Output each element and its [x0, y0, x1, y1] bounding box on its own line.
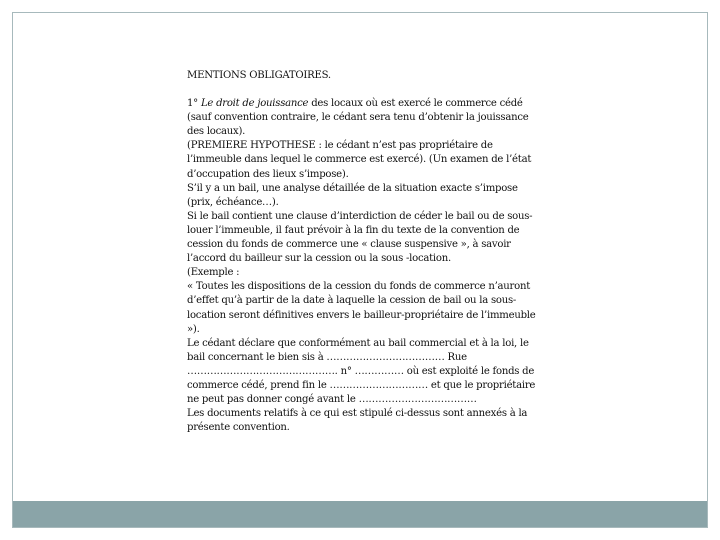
document-body	[187, 69, 539, 435]
paragraph-text: des locaux où est exercé le commerce cédé (sauf convention contraire, le cédant sera tenu d’obtenir la jouissance des locaux).	[187, 98, 529, 138]
paragraph-clause-interdiction: Si le bail contient une clause d’interdiction de céder le bail ou de sous-louer l’immeuble, il faut prévoir à la fin du texte de la convention de cession du fonds de commerce une « clause suspensive », à savoir l’accord du bailleur sur la cession ou la sous -location.	[187, 210, 533, 265]
slide	[12, 12, 708, 528]
paragraph-hypothese: (PREMIERE HYPOTHESE : le cédant n’est pas propriétaire de l’immeuble dans lequel le commerce est exercé). (Un examen de l’état d’occupation des lieux s’impose).	[187, 140, 532, 180]
paragraph-exemple-label: (Exemple :	[187, 267, 240, 279]
paragraph-declaration-cedant: Le cédant déclare que conformément au bail commercial et à la loi, le bail concernant le bien sis à ……………………………… Rue ………………………………………. n° …………… où est exploité le fonds de commerce cédé, prend fin le ………………………… et que le propriétaire ne peut pas donner congé avant le ………………………………	[187, 337, 536, 406]
footer-bar	[13, 501, 707, 527]
list-number: 1°	[187, 98, 201, 110]
paragraph-exemple-quote: « Toutes les dispositions de la cession du fonds de commerce n’auront d’effet qu’à partir de la date à laquelle la cession de bail ou la sous-location seront définitives envers le bailleur-propriétaire de l’immeuble »).	[187, 281, 536, 335]
document-heading: MENTIONS OBLIGATOIRES.	[187, 70, 331, 81]
paragraph-bail-analyse: S’il y a un bail, une analyse détaillée de la situation exacte s’impose (prix, échéance…).	[187, 182, 518, 208]
italic-term: Le droit de jouissance	[200, 98, 309, 110]
paragraph-droit-jouissance	[187, 97, 539, 139]
paragraph-documents-annexes: Les documents relatifs à ce qui est stipulé ci-dessus sont annexés à la présente convention.	[187, 408, 528, 434]
